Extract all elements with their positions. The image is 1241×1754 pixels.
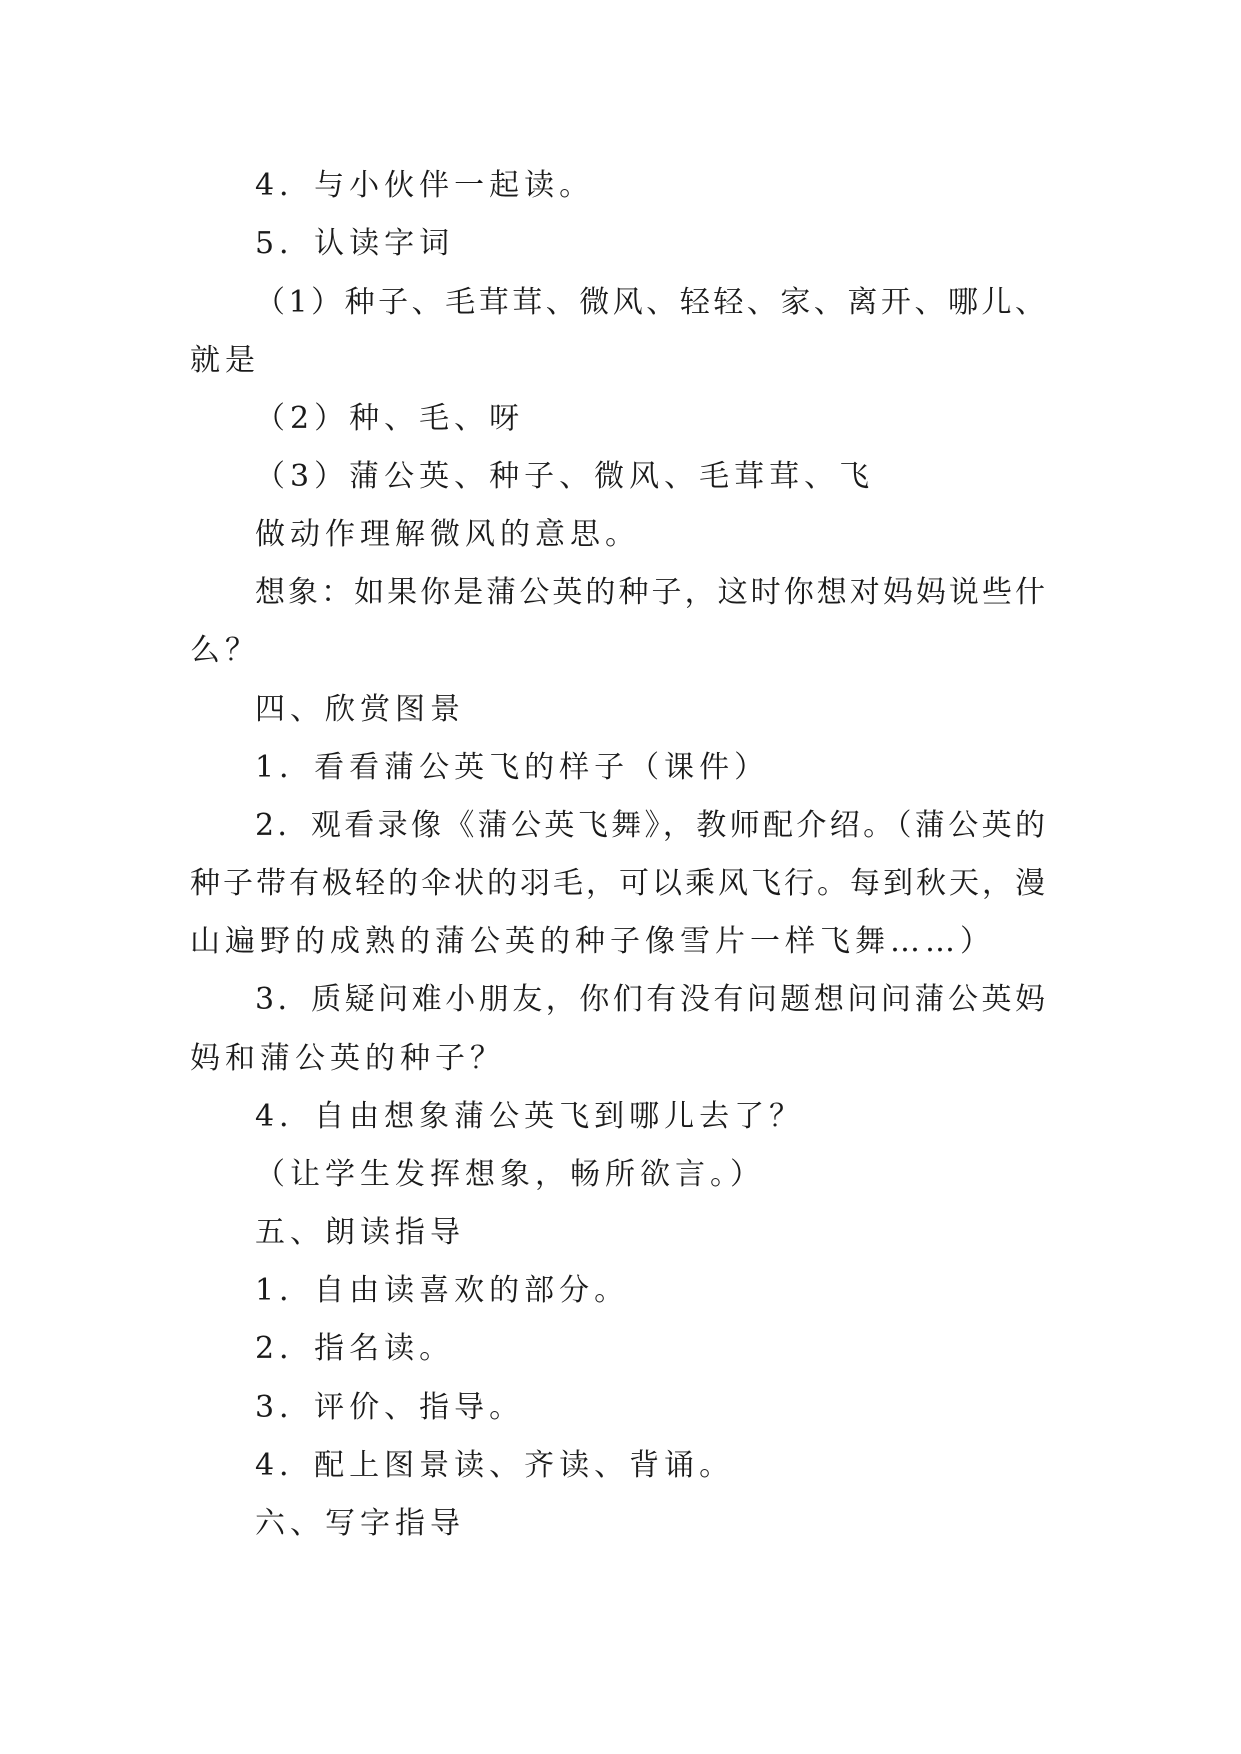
text-line: 2．观看录像《蒲公英飞舞》，教师配介绍。（蒲公英的 (255, 808, 1045, 843)
section-heading: 四、欣赏图景 (255, 692, 465, 727)
text-line: （2）种、毛、呀 (255, 401, 525, 436)
text-line: 4．自由想象蒲公英飞到哪儿去了？ (255, 1099, 805, 1134)
text-line: 种子带有极轻的伞状的羽毛，可以乘风飞行。每到秋天，漫 (190, 866, 1045, 901)
text-line: 4．与小伙伴一起读。 (255, 168, 595, 203)
text-line: 妈和蒲公英的种子？ (190, 1041, 505, 1076)
section-heading: 六、写字指导 (255, 1506, 465, 1541)
text-line: 就是 (190, 343, 260, 378)
text-line: 山遍野的成熟的蒲公英的种子像雪片一样飞舞……） (190, 924, 995, 959)
text-line: 5．认读字词 (255, 226, 455, 261)
text-line: （让学生发挥想象，畅所欲言。） (255, 1157, 765, 1192)
text-line: 3．评价、指导。 (255, 1390, 525, 1425)
text-line: 4．配上图景读、齐读、背诵。 (255, 1448, 735, 1483)
text-line: （1）种子、毛茸茸、微风、轻轻、家、离开、哪儿、 (255, 285, 1045, 320)
text-line: （3）蒲公英、种子、微风、毛茸茸、飞 (255, 459, 875, 494)
text-line: 么？ (190, 633, 260, 668)
text-line: 2．指名读。 (255, 1331, 455, 1366)
text-line: 做动作理解微风的意思。 (255, 517, 640, 552)
text-line: 想象：如果你是蒲公英的种子，这时你想对妈妈说些什 (255, 575, 1045, 610)
text-line: 1．自由读喜欢的部分。 (255, 1273, 630, 1308)
section-heading: 五、朗读指导 (255, 1215, 465, 1250)
text-line: 1．看看蒲公英飞的样子（课件） (255, 750, 770, 785)
text-line: 3．质疑问难小朋友，你们有没有问题想问问蒲公英妈 (255, 982, 1045, 1017)
